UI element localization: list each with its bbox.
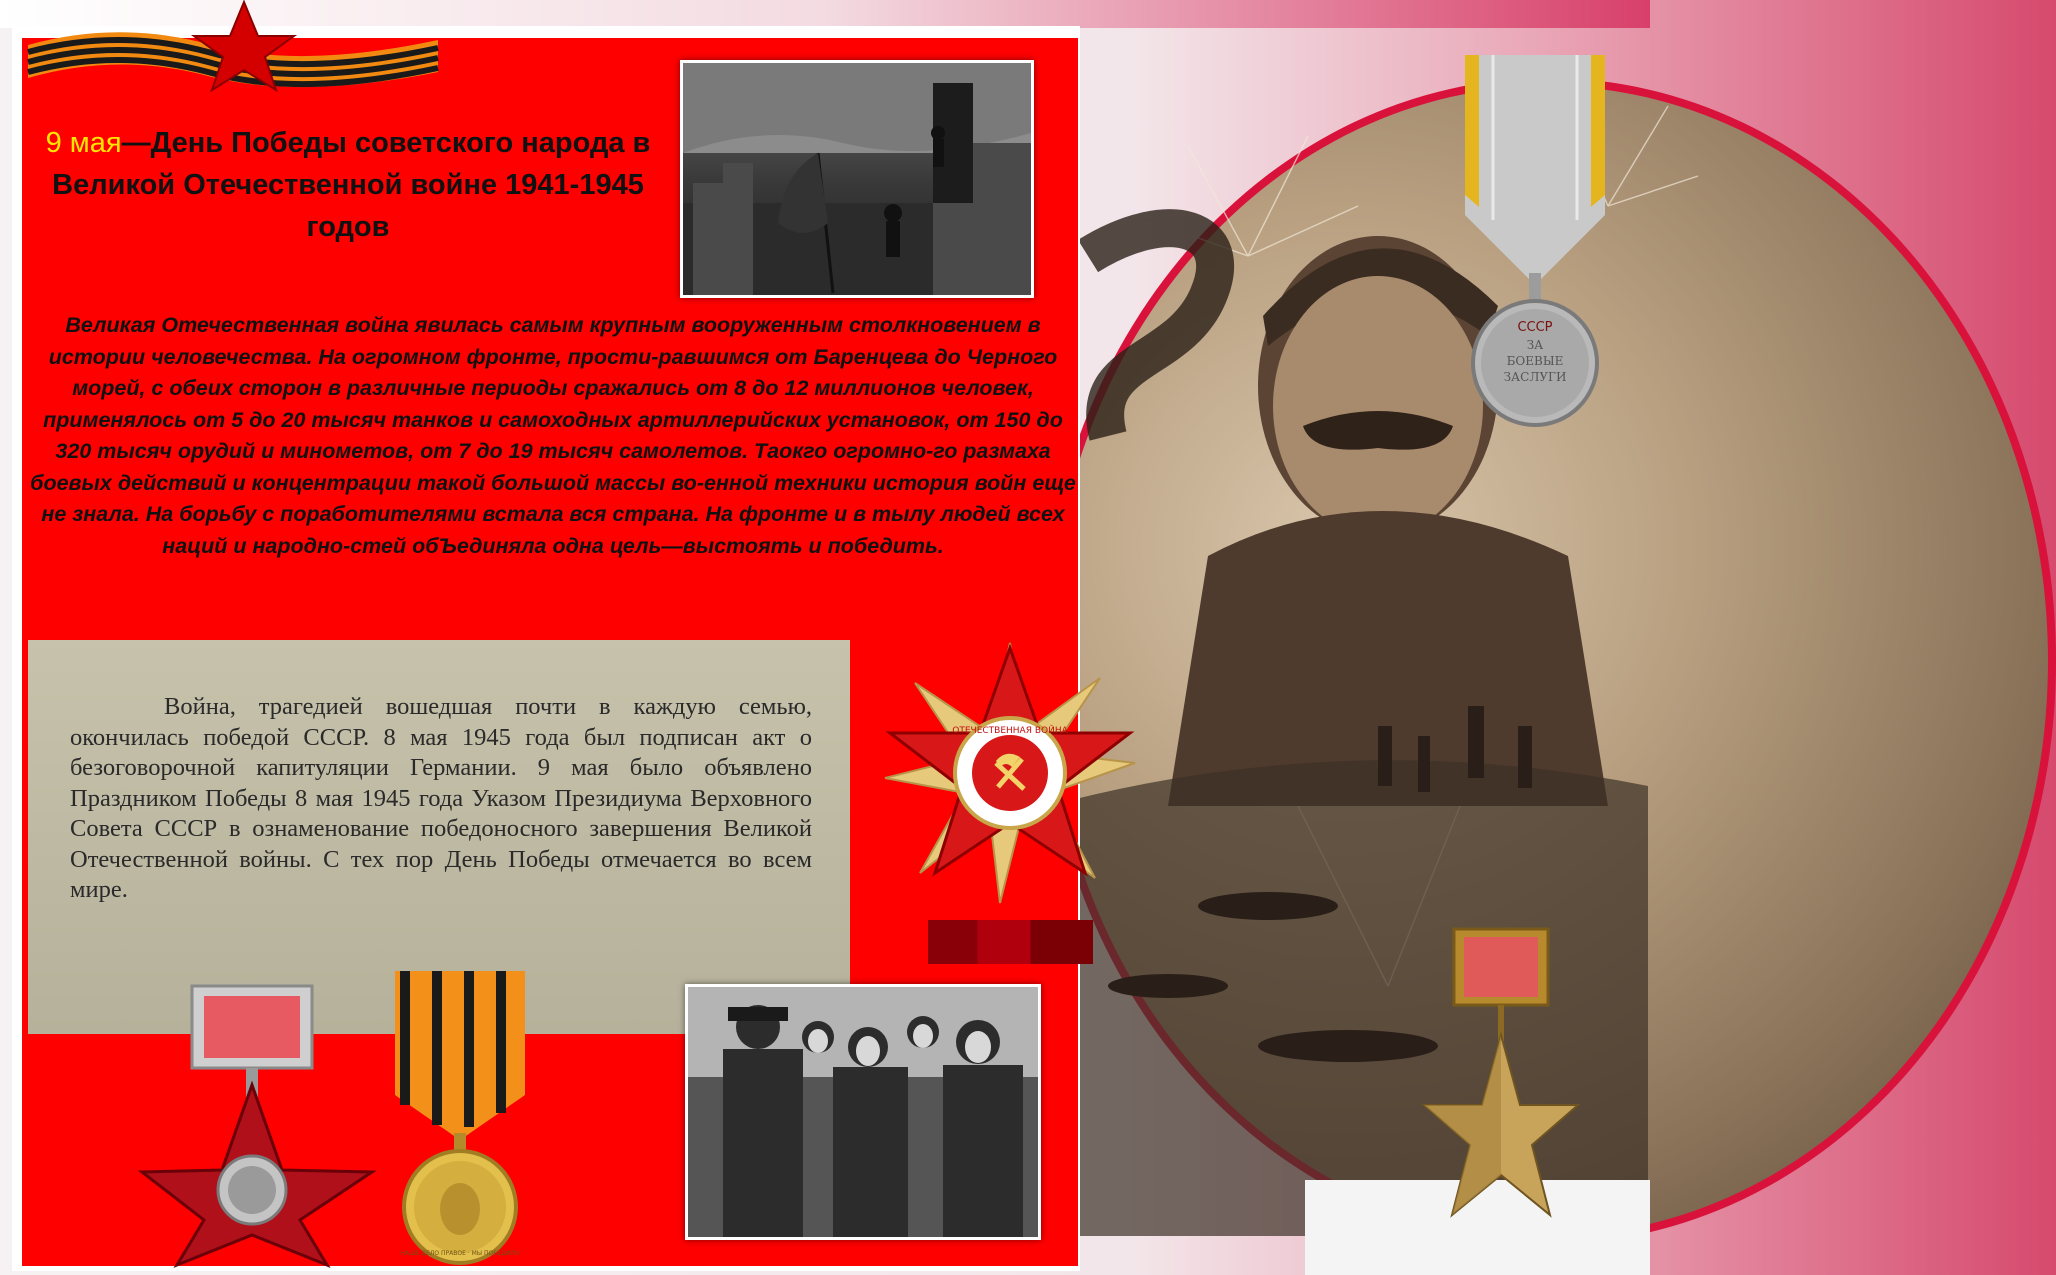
soldiers-award-photo bbox=[685, 984, 1041, 1240]
title-text: —День Победы советского народа в Великой Отечественной войне 1941-1945 годов bbox=[52, 127, 651, 243]
combat-merit-medal-icon bbox=[1445, 55, 1625, 384]
poster-title bbox=[38, 122, 658, 248]
title-date: 9 мая bbox=[45, 127, 122, 159]
gold-star-medal-icon bbox=[1420, 925, 1580, 1225]
combat-merit-line2: БОЕВЫЕ bbox=[1506, 354, 1564, 368]
guards-ribbon-star bbox=[18, 0, 448, 95]
victory-medal-icon bbox=[375, 965, 545, 1265]
combat-merit-country: СССР bbox=[1517, 320, 1553, 335]
decor-stripe-bar bbox=[928, 920, 1093, 964]
combat-merit-line1: ЗА bbox=[1526, 338, 1544, 352]
victory-medal-text: НАШЕ ДЕЛО ПРАВОЕ · МЫ ПОБЕДИЛИ bbox=[400, 1250, 520, 1257]
order-ring-text: ОТЕЧЕСТВЕННАЯ ВОЙНА bbox=[952, 726, 1068, 736]
order-red-star-icon bbox=[152, 980, 382, 1265]
reichstag-flag-photo bbox=[680, 60, 1034, 298]
intro-paragraph: Великая Отечественная война явилась самым крупным вооруженным столкновением в истории человечества. На огромном фронте, прости-равшимся от Баренцева до Черного морей, с обеих сторон в различные периоды сражались от 8 до 12 миллионов человек, применялось от 5 до 20 тысяч танков и самоходных артиллерийских установок, от 150 до 320 тысяч орудий и минометов, от 7 до 19 тысяч самолетов. Таокго огромно-го размаха боевых действий и концентрации такой большой массы во-енной техники история войн еще не знала. На борьбу с поработителями встала вся страна. На фронте и в тылу людей всех наций и народно-стей обЪединяла одна цель—выстоять и победить. bbox=[30, 313, 1076, 558]
order-patriotic-war-icon bbox=[880, 638, 1140, 908]
summary-paragraph: Война, трагедией вошедшая почти в каждую семью, окончилась победой СССР. 8 мая 1945 года был подписан акт о безоговорочной капитуляции Германии. 9 мая было объявлено Праздником Победы 8 мая 1945 года Указом Президиума Верховного Совета СССР в ознаменование победоносного завершения Великой Отечественной войны. С тех пор День Победы отмечается во всем мире. bbox=[70, 693, 812, 903]
combat-merit-line3: ЗАСЛУГИ bbox=[1503, 370, 1567, 384]
